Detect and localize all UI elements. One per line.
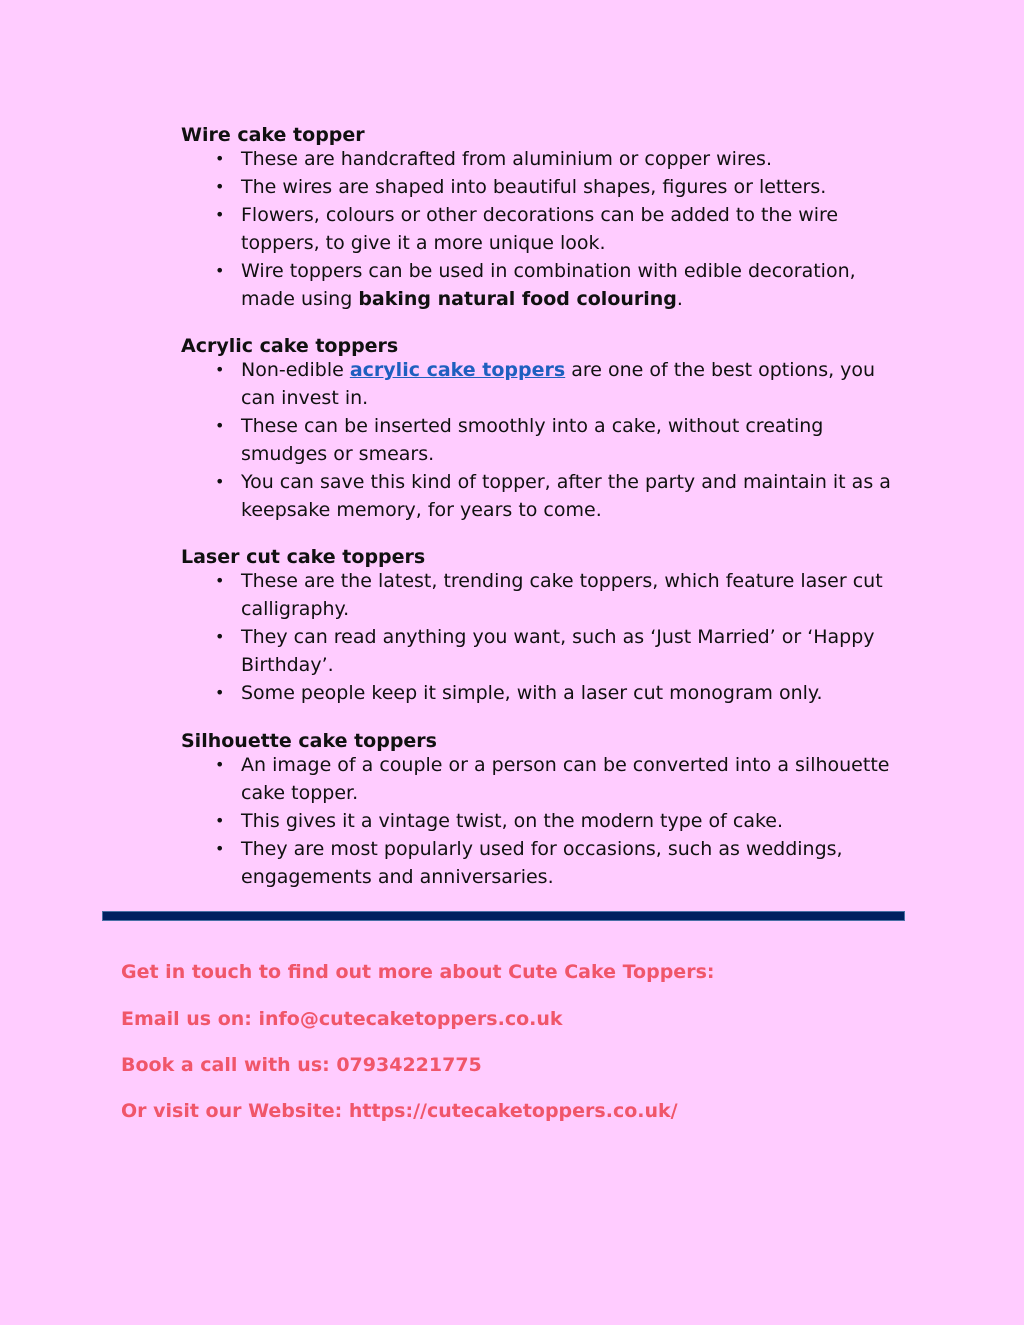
section-wire-cake-topper [181,121,901,313]
list-item-text-start: Wire toppers can be used in combination with edible decoration, made using [241,260,856,310]
bullet-icon: • [215,839,225,858]
list-item [181,835,901,891]
bold-phrase: baking natural food colouring [358,288,677,310]
section-heading: Laser cut cake toppers [181,546,426,568]
list-item-text: They can read anything you want, such as ‘Just Married’ or ‘Happy Birthday’. [241,626,875,676]
list-item [181,145,901,173]
section-silhouette-cake-toppers [181,727,901,891]
contact-phone[interactable]: Book a call with us: 07934221775 [121,1054,482,1076]
list-item [181,173,901,201]
section-divider [102,911,905,921]
bullet-icon: • [215,177,225,196]
bullet-icon: • [215,472,225,491]
bullet-icon: • [215,755,225,774]
list-item-text: Flowers, colours or other decorations can be added to the wire toppers, to give it a more unique look. [241,204,839,254]
list-item-text: These can be inserted smoothly into a cake, without creating smudges or smears. [241,415,824,465]
list-item-text: You can save this kind of topper, after the party and maintain it as a keepsake memory, for years to come. [241,471,891,521]
list-item-text: This gives it a vintage twist, on the modern type of cake. [241,810,784,832]
list-item-text-end: . [676,288,683,310]
bullet-icon: • [215,811,225,830]
list-item [181,356,901,412]
list-item [181,567,901,623]
contact-website[interactable]: Or visit our Website: https://cutecaketoppers.co.uk/ [121,1100,678,1122]
list-item [181,412,901,468]
section-laser-cut-cake-toppers [181,543,901,707]
bullet-list [181,356,901,524]
bullet-icon: • [215,360,225,379]
list-item [181,468,901,524]
section-acrylic-cake-toppers [181,332,901,524]
section-heading: Silhouette cake toppers [181,730,437,752]
bullet-list [181,751,901,891]
bullet-icon: • [215,627,225,646]
bullet-icon: • [215,149,225,168]
bullet-icon: • [215,683,225,702]
list-item-text: These are handcrafted from aluminium or copper wires. [241,148,772,170]
list-item-text-start: Non-edible [241,359,350,381]
contact-email[interactable]: Email us on: info@cutecaketoppers.co.uk [121,1008,563,1030]
bullet-icon: • [215,261,225,280]
list-item-text-end: are one of the best options, you can invest in. [241,359,876,409]
list-item-text: An image of a couple or a person can be converted into a silhouette cake topper. [241,754,890,804]
acrylic-cake-toppers-link[interactable]: acrylic cake toppers [349,359,566,381]
section-heading: Acrylic cake toppers [181,335,399,357]
bullet-list [181,145,901,313]
list-item-text: The wires are shaped into beautiful shapes, figures or letters. [241,176,827,198]
list-item [181,751,901,807]
bullet-icon: • [215,416,225,435]
list-item [181,679,901,707]
list-item [181,201,901,257]
section-heading: Wire cake topper [181,124,365,146]
list-item-text: Some people keep it simple, with a laser cut monogram only. [241,682,823,704]
list-item [181,257,901,313]
list-item [181,623,901,679]
list-item-text: These are the latest, trending cake toppers, which feature laser cut calligraphy. [241,570,883,620]
list-item-text: They are most popularly used for occasions, such as weddings, engagements and anniversaries. [241,838,843,888]
contact-intro: Get in touch to find out more about Cute Cake Toppers: [121,961,715,983]
bullet-icon: • [215,571,225,590]
bullet-list [181,567,901,707]
bullet-icon: • [215,205,225,224]
list-item [181,807,901,835]
